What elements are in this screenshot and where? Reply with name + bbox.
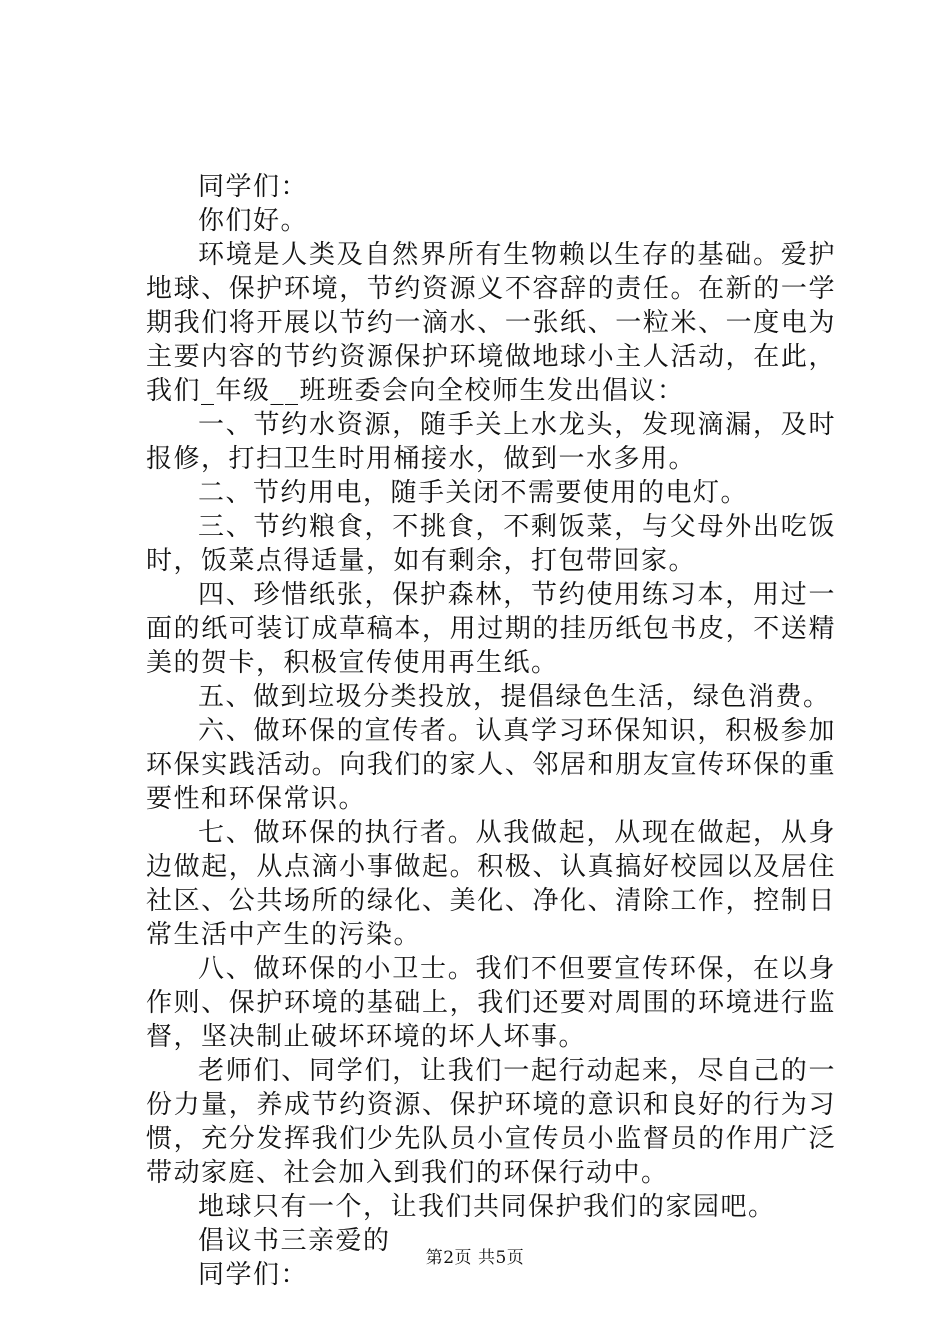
call-to-action-paragraph: 老师们、同学们，让我们一起行动起来，尽自己的一份力量，养成节约资源、保护环境的意识和良好的行为习惯，充分发挥我们少先队员小宣传员小监督员的作用广泛带动家庭、社会加入到我们的环保行动中。: [146, 1056, 836, 1188]
salutation-line: 你们好。: [198, 206, 309, 236]
item-7-paragraph: 七、做环保的执行者。从我做起，从现在做起，从身边做起，从点滴小事做起。积极、认真搞好校园以及居住社区、公共场所的绿化、美化、净化、清除工作，控制日常生活中产生的污染。: [146, 818, 836, 950]
item-3-paragraph: 三、节约粮食，不挑食，不剩饭菜，与父母外出吃饭时，饭菜点得适量，如有剩余，打包带回家。: [146, 512, 836, 576]
closing-line: 地球只有一个，让我们共同保护我们的家园吧。: [198, 1192, 776, 1222]
next-section-heading: 倡议书三亲爱的: [198, 1226, 391, 1256]
item-8-paragraph: 八、做环保的小卫士。我们不但要宣传环保，在以身作则、保护环境的基础上，我们还要对周围的环境进行监督，坚决制止破坏环境的坏人坏事。: [146, 954, 836, 1052]
greeting-line: 同学们：: [198, 172, 309, 202]
item-2-paragraph: 二、节约用电，随手关闭不需要使用的电灯。: [198, 478, 749, 508]
next-greeting-line: 同学们：: [198, 1260, 309, 1290]
item-4-paragraph: 四、珍惜纸张，保护森林，节约使用练习本，用过一面的纸可装订成草稿本，用过期的挂历纸包书皮，不送精美的贺卡，积极宣传使用再生纸。: [146, 580, 836, 678]
document-body: [146, 170, 836, 1292]
item-6-paragraph: 六、做环保的宣传者。认真学习环保知识，积极参加环保实践活动。向我们的家人、邻居和朋友宣传环保的重要性和环保常识。: [146, 716, 836, 814]
intro-paragraph: 环境是人类及自然界所有生物赖以生存的基础。爱护地球、保护环境，节约资源义不容辞的责任。在新的一学期我们将开展以节约一滴水、一张纸、一粒米、一度电为主要内容的节约资源保护环境做地球小主人活动，在此，我们_年级__班班委会向全校师生发出倡议：: [146, 240, 836, 406]
item-5-paragraph: 五、做到垃圾分类投放，提倡绿色生活，绿色消费。: [198, 682, 831, 712]
page-footer: 第2页 共5页: [425, 1248, 525, 1268]
item-1-paragraph: 一、节约水资源，随手关上水龙头，发现滴漏，及时报修，打扫卫生时用桶接水，做到一水多用。: [146, 410, 836, 474]
